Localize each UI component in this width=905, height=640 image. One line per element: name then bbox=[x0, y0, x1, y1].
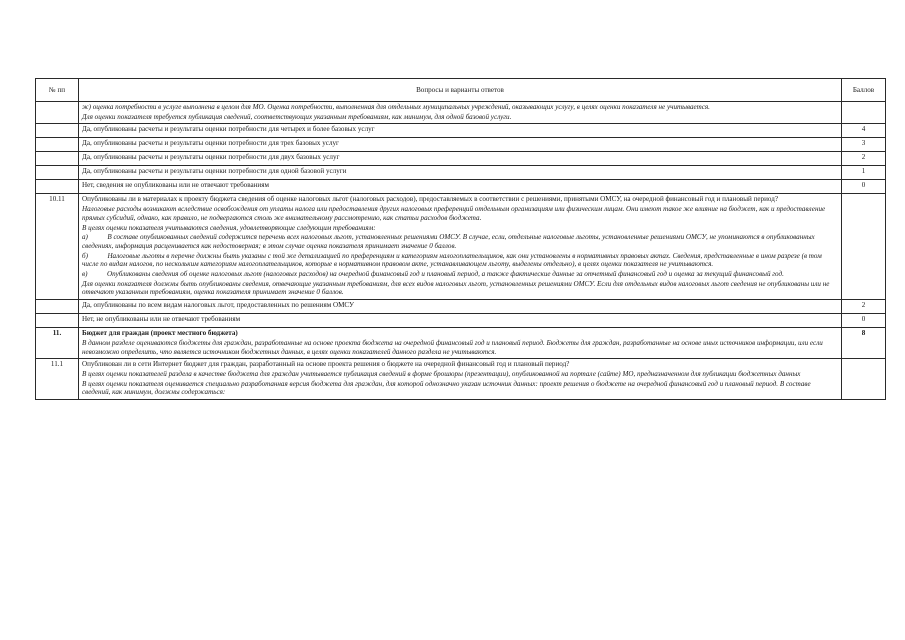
header-questions: Вопросы и варианты ответов bbox=[79, 79, 842, 102]
section-title: Бюджет для граждан (проект местного бюджета) bbox=[82, 329, 238, 338]
answer-option-row bbox=[36, 314, 886, 328]
answer-points: 2 bbox=[842, 300, 886, 314]
criterion-number: 10.11 bbox=[36, 194, 79, 300]
answer-points: 0 bbox=[842, 180, 886, 194]
points-cell-empty bbox=[842, 102, 886, 124]
requirement-g: ж) оценка потребности в услуге выполнена в целом для МО. Оценка потребности, выполненная для отдельных муниципальных учреждений, оказывающих услугу, в целях оценки показателя не учитывается. bbox=[82, 103, 710, 111]
criterion-note: В целях оценки показателя оценивается специально разработанная версия бюджета для граждан, для которой однозначно указан источник данных: проект решения о бюджете на очередной финансовый год и плановый период. В составе сведений, как минимум, должны содержаться: bbox=[82, 379, 811, 397]
answer-option-row bbox=[36, 300, 886, 314]
points-cell-empty bbox=[842, 194, 886, 300]
answer-option: Да, опубликованы расчеты и результаты оценки потребности для двух базовых услуг bbox=[79, 152, 842, 166]
answer-option: Нет, не опубликованы или не отвечают требованиям bbox=[79, 314, 842, 328]
points-cell-empty bbox=[842, 359, 886, 400]
requirement-c: в) Опубликованы сведения об оценке налоговых льгот (налоговых расходов) на очередной финансовый год и плановый период, а также фактические данные за отчетный финансовый год и оценка за текущий финансовый год. bbox=[82, 270, 784, 279]
answer-option-row bbox=[36, 124, 886, 138]
criterion-row-11-1 bbox=[36, 359, 886, 400]
criterion-note: Для оценки показателя должны быть опубликованы сведения, отвечающие указанным требованиям, для всех видов налоговых льгот, установленных решениями ОМСУ. Если для отдельных видов налоговых льгот сведения не опубликованы или не отвечают указанным требованиям, оценка показателя принимает значение 0 баллов. bbox=[82, 279, 830, 297]
header-points: Баллов bbox=[842, 79, 886, 102]
answer-points: 1 bbox=[842, 166, 886, 180]
section-number: 11. bbox=[36, 328, 79, 359]
requirement-a: а) В составе опубликованных сведений содержится перечень всех налоговых льгот, установленных решениями ОМСУ. В случае, если, отдельные налоговые льготы, установленные решениями ОМСУ, не упоминаются в опубликованных сведениях, информация расценивается как недостоверная; в этом случае оценка показателя принимает значение 0 баллов. bbox=[82, 233, 815, 250]
answer-option-row bbox=[36, 166, 886, 180]
table-header-row bbox=[36, 79, 886, 102]
answer-option: Да, опубликованы расчеты и результаты оценки потребности для одной базовой услуги bbox=[79, 166, 842, 180]
section-description: В данном разделе оцениваются бюджеты для граждан, разработанные на основе проекта бюджета на очередной финансовый год и плановый период. Бюджеты для граждан, разработанные на основе иных источников информации, или если невозможно определить, что является источником бюджетных данных, в целях оценки показателей данного раздела не учитываются. bbox=[82, 338, 823, 356]
section-body bbox=[79, 328, 842, 359]
criterion-question: Опубликован ли в сети Интернет бюджет для граждан, разработанный на основе проекта решения о бюджете на очередной финансовый год и плановый период? bbox=[82, 360, 570, 369]
requirement-note: Для оценки показателя требуется публикация сведений, соответствующих указанным требованиям, как минимум, для одной базовой услуги. bbox=[82, 112, 512, 121]
answer-points: 3 bbox=[842, 138, 886, 152]
header-num: № пп bbox=[36, 79, 79, 102]
num-cell-empty bbox=[36, 102, 79, 124]
continuation-row bbox=[36, 102, 886, 124]
criterion-body bbox=[79, 194, 842, 300]
criterion-note: В целях оценки показателей раздела в качестве бюджета для граждан учитывается публикация сведений в форме брошюры (презентации), опубликованной на портале (сайте) МО, предназначенном для публикации бюджетных данных bbox=[82, 369, 801, 378]
criterion-note: В целях оценки показателя учитываются сведения, удовлетворяющие следующим требованиям: bbox=[82, 223, 376, 232]
requirement-b: б) Налоговые льготы в перечне должны быть указаны с той же детализацией по преференциям и категориям налогоплательщиков, как они установлены в нормативных правовых актах. Сведения, представленные в ином разрезе (в том числе по видам налогов, по нескольким категориям налогоплательщиков, которые в нормативном правовом акте, устанавливающем льготу, выделены отдельно), в целях оценки показателя не учитываются. bbox=[82, 251, 822, 269]
criterion-note: Налоговые расходы возникают вследствие освобождения от уплаты налога или предоставления других налоговых преференций отдельным организациям или физическим лицам. Они имеют такое же влияние на бюджет, как и предоставление прямых субсидий, однако, как правило, не подвергаются столь же внимательному рассмотрению, как статьи расходов бюджета. bbox=[82, 205, 826, 222]
answer-option-row bbox=[36, 152, 886, 166]
answer-option: Да, опубликованы по всем видам налоговых льгот, предоставленных по решениям ОМСУ bbox=[79, 300, 842, 314]
answer-option: Да, опубликованы расчеты и результаты оценки потребности для трех базовых услуг bbox=[79, 138, 842, 152]
criterion-body bbox=[79, 359, 842, 400]
answer-points: 0 bbox=[842, 314, 886, 328]
section-points: 8 bbox=[842, 328, 886, 359]
continuation-text bbox=[79, 102, 842, 124]
criterion-number: 11.1 bbox=[36, 359, 79, 400]
answer-option: Да, опубликованы расчеты и результаты оценки потребности для четырех и более базовых услуг bbox=[79, 124, 842, 138]
answer-points: 4 bbox=[842, 124, 886, 138]
answer-option-row bbox=[36, 138, 886, 152]
criterion-row-10-11 bbox=[36, 194, 886, 300]
answer-option-row bbox=[36, 180, 886, 194]
criteria-table bbox=[35, 78, 886, 400]
criterion-question: Опубликованы ли в материалах к проекту бюджета сведения об оценке налоговых льгот (налоговых расходов), предоставляемых в соответствии с решениями, принятыми ОМСУ, на очередной финансовый год и плановый период? bbox=[82, 195, 778, 204]
section-row-11 bbox=[36, 328, 886, 359]
answer-points: 2 bbox=[842, 152, 886, 166]
answer-option: Нет, сведения не опубликованы или не отвечают требованиям bbox=[79, 180, 842, 194]
